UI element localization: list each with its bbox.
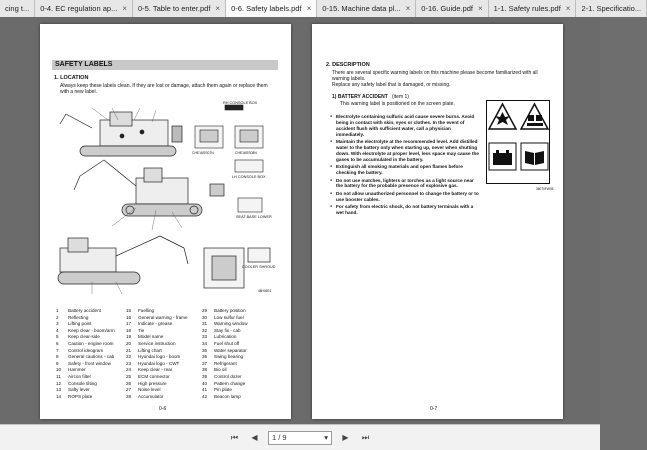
legend-item [56, 387, 126, 394]
legend-item [202, 381, 272, 388]
legend-item [126, 394, 202, 401]
legend-item [126, 341, 202, 348]
legend-item [126, 354, 202, 361]
legend-number: 1 [56, 308, 59, 313]
legend-item [202, 308, 272, 315]
close-tab-icon[interactable]: × [478, 4, 483, 13]
legend-label: Noise level [138, 387, 161, 393]
legend-number: 35 [202, 347, 208, 353]
tab-label: 0-5. Table to enter.pdf [138, 4, 211, 13]
legend-number: 16 [126, 314, 132, 320]
legend-number: 9 [56, 360, 59, 366]
legend-number: 12 [56, 380, 62, 386]
legend-label: Lifting point [68, 321, 92, 327]
legend-column [202, 308, 272, 400]
legend-label: Keep clear - boom/arm [68, 327, 115, 333]
legend-item [202, 334, 272, 341]
legend-number: 19 [126, 334, 132, 340]
legend-label: Water separator [214, 347, 247, 353]
legend-number: 7 [56, 347, 59, 353]
legend-item [202, 348, 272, 355]
document-viewer[interactable] [0, 17, 600, 424]
tab-6[interactable] [489, 0, 577, 17]
bottom-toolbar [0, 424, 600, 450]
legend-item [126, 361, 202, 368]
legend-label: Lifting chart [138, 347, 162, 353]
legend-number: 15 [126, 308, 132, 313]
bullet-item [330, 191, 480, 203]
page-indicator: 1 / 9 [272, 433, 287, 442]
bullet-icon: ● [330, 114, 333, 118]
legend-label: Hammer [68, 367, 86, 373]
tab-label: 0-16. Guide.pdf [421, 4, 473, 13]
legend-label: General warning - frame [138, 314, 188, 320]
legend-number: 4 [56, 327, 59, 333]
legend-number: 10 [56, 367, 62, 373]
bullet-item [330, 114, 480, 138]
legend-number: 29 [202, 308, 208, 313]
close-tab-icon[interactable]: × [215, 4, 221, 13]
legend-label: Battery position [214, 308, 246, 313]
page-number-right: 0-7 [430, 406, 438, 412]
label-code: 36070FW05 [536, 187, 554, 191]
legend-item [202, 321, 272, 328]
legend-number: 26 [126, 380, 132, 386]
legend-item [56, 341, 126, 348]
tab-label: 0-4. EC regulation ap... [40, 4, 118, 13]
legend-label: Safety - front window [68, 360, 111, 366]
tab-bar [0, 0, 642, 17]
legend-item [126, 381, 202, 388]
item-ref: (item 1) [392, 94, 409, 100]
legend-number: 17 [126, 321, 132, 327]
legend-label: Keep clear - rear [138, 367, 173, 373]
bullet-text: Do not allow unauthorized personnel to change the battery or to use booster cables. [336, 190, 479, 202]
legend-label: High pressure [138, 380, 167, 386]
legend-label: ECM connector [138, 373, 170, 379]
legend-item [126, 315, 202, 322]
legend-item [56, 381, 126, 388]
legend-column [56, 308, 126, 400]
bullet-item [330, 204, 480, 216]
legend-item [202, 394, 272, 401]
diagram-code-3: 48H06S1 [258, 289, 272, 293]
legend-number: 22 [126, 354, 132, 360]
bullet-list [330, 114, 480, 218]
item-title: 1) BATTERY ACCIDENT [332, 94, 388, 100]
legend-item [56, 348, 126, 355]
tab-2[interactable] [133, 0, 226, 17]
legend-number: 34 [202, 340, 208, 346]
tab-label: 0-6. Safety labels.pdf [231, 4, 302, 13]
legend-column [126, 308, 202, 400]
legend-label: Pattern change [214, 380, 246, 386]
legend-label: Fuel shut off [214, 340, 240, 346]
section-title: SAFETY LABELS [52, 60, 278, 70]
rh-console-box-label: RH CONSOLE BOX [223, 101, 258, 105]
tab-1[interactable] [35, 0, 133, 17]
legend-item [126, 348, 202, 355]
legend-label: ROPS plate [68, 393, 93, 399]
excavator-rear-drawing [58, 236, 270, 288]
legend-number: 37 [202, 360, 208, 366]
corrosive-warning-icon [519, 101, 550, 132]
legend-number: 11 [56, 373, 61, 379]
pdf-page-left [40, 24, 291, 419]
legend-label: Refrigerant [214, 360, 237, 366]
legend-label: Hyundai logo - CWT [138, 360, 180, 366]
bullet-item [330, 139, 480, 163]
legend-label: Battery accident [68, 308, 101, 313]
legend-number: 38 [202, 367, 208, 373]
cab-views [195, 105, 263, 212]
legend-number: 27 [126, 387, 132, 393]
legend-label: Warning window [214, 321, 248, 327]
close-tab-icon[interactable]: × [122, 4, 127, 13]
read-manual-icon [519, 141, 550, 172]
legend-item [56, 308, 126, 315]
legend-label: Pin plate [214, 387, 232, 393]
bullet-text: Extinguish all smoking materials and open flames before checking the battery. [336, 164, 463, 176]
legend-number: 5 [56, 334, 59, 340]
legend-number: 6 [56, 340, 59, 346]
legend-number: 14 [56, 393, 62, 399]
legend-item [126, 321, 202, 328]
location-text: Always keep these labels clean. If they are lost or damage, attach them again or replace them with a new label. [60, 83, 268, 95]
legend-item [126, 334, 202, 341]
label-location-diagram [52, 98, 280, 303]
cooler-shroud-label: COOLER SHROUD [242, 265, 276, 269]
legend-item [202, 341, 272, 348]
legend-item [126, 328, 202, 335]
legend-number: 3 [56, 321, 59, 327]
tab-5[interactable] [416, 0, 488, 17]
diagram-code-1: CHE16SS07N [192, 151, 214, 155]
chevron-down-icon: ▾ [324, 433, 328, 442]
legend-number: 20 [126, 340, 132, 346]
description-title: 2. DESCRIPTION [326, 62, 370, 68]
legend-item [202, 354, 272, 361]
tab-label: cing t... [5, 4, 30, 13]
legend-number: 23 [126, 360, 132, 366]
legend-label: Aircon filter [68, 373, 91, 379]
excavator-top-drawing [60, 112, 182, 156]
legend-label: Stay fix - cab [214, 327, 241, 333]
legend-number: 25 [126, 373, 132, 379]
legend-label: Control dozer [214, 373, 242, 379]
legend-number: 36 [202, 354, 208, 360]
legend-item [126, 387, 202, 394]
legend-label: Swing bearing [214, 354, 244, 360]
legend-label: Tie [138, 327, 145, 333]
bullet-icon: ● [330, 204, 333, 209]
tab-0[interactable] [0, 0, 35, 17]
tab-label: 1-1. Safety rules.pdf [493, 4, 561, 13]
legend-number: 13 [56, 387, 62, 393]
tab-label: 0-15. Machine data pl... [322, 4, 401, 13]
legend-item [202, 315, 272, 322]
legend-item [56, 367, 126, 374]
legend-number: 41 [202, 387, 208, 393]
legend-item [126, 367, 202, 374]
description-text-1: There are several specific warning labels on this machine please become familiarized with all warning labels. [332, 70, 538, 82]
legend-label: Control ideogram [68, 347, 104, 353]
legend-number: 18 [126, 327, 132, 333]
bullet-item [330, 178, 480, 190]
item-intro: This warning label is positioned on the screen plate. [340, 101, 455, 107]
page-number-left: 0-6 [159, 406, 167, 412]
legend-label: Caution - engine room [68, 340, 114, 346]
legend-item [202, 367, 272, 374]
pdf-page-right [312, 24, 563, 419]
tab-4[interactable] [317, 0, 416, 17]
legend-number: 30 [202, 314, 208, 320]
legend-label: Low sulfur fuel [214, 314, 244, 320]
legend-label: Service instruction [138, 340, 176, 346]
legend-number: 31 [202, 321, 208, 327]
description-text-2: Replace any safety label that is damaged, or missing. [332, 82, 451, 88]
legend-label: Bio oil [214, 367, 227, 373]
close-tab-icon[interactable]: × [405, 4, 411, 13]
bullet-text: For safety from electric shock, do not battery terminals with a wet hand. [336, 204, 474, 216]
bullet-text: Do not use matches, lighters or torches as a light source near the battery for the probable presence of explosive gas. [336, 177, 474, 189]
legend-number: 24 [126, 367, 132, 373]
legend-item [202, 361, 272, 368]
legend-number: 39 [202, 373, 208, 379]
last-page-button[interactable]: ⏭ [361, 432, 370, 442]
legend-item [202, 328, 272, 335]
legend-label: General cautions - cab [68, 354, 115, 360]
legend-number: 32 [202, 327, 208, 333]
legend-label: Safty lever [68, 387, 90, 393]
tab-3[interactable] [226, 0, 317, 17]
excavator-side-drawing [74, 160, 224, 216]
legend-item [56, 354, 126, 361]
close-tab-icon[interactable]: × [306, 4, 312, 13]
legend-item [56, 361, 126, 368]
legend-item [126, 374, 202, 381]
next-page-button[interactable]: ▶ [342, 433, 349, 442]
battery-acid-icon [487, 141, 518, 172]
diagram-code-2: CHE16SS08N [235, 151, 257, 155]
legend-label: Model name [138, 334, 164, 340]
bullet-item [330, 164, 480, 176]
legend-number: 8 [56, 354, 59, 360]
legend-label: Beacon lamp [214, 393, 241, 399]
legend-label: Hyundai logo - boom [138, 354, 181, 360]
close-tab-icon[interactable]: × [565, 4, 571, 13]
legend-item [202, 387, 272, 394]
location-title: 1. LOCATION [54, 75, 89, 81]
legend-number: 42 [202, 393, 208, 399]
page-selector[interactable] [268, 431, 332, 445]
explosion-warning-icon [487, 101, 518, 132]
bullet-icon: ● [330, 190, 333, 195]
legend-number: 33 [202, 334, 208, 340]
legend-number: 21 [126, 347, 132, 353]
legend-label: Lubrication [214, 334, 237, 340]
first-page-button[interactable]: ⏮ [230, 432, 239, 442]
bullet-icon: ● [330, 177, 333, 182]
legend-label: Indicate - grease [138, 321, 173, 327]
lh-console-box-label: LH CONSOLE BOX [232, 175, 266, 179]
legend-item [56, 374, 126, 381]
legend-number: 2 [56, 314, 59, 320]
label-legend [56, 308, 278, 400]
legend-label: Fuelling [138, 308, 155, 313]
legend-label: Keep clear-side [68, 334, 100, 340]
bullet-text: Electrolyte containing sulfuric acid cause severe burns. Avoid being in contact with skin, eyes or clothes. In the event of accident flush with sufficient water, call a physician immediately. [336, 114, 475, 137]
seat-base-lower-label: SEAT BASE LOWER [236, 215, 272, 219]
legend-item [56, 394, 126, 401]
bullet-text: Maintain the electrolyte at the recommended level. Add distilled water to the battery only when starting up, never when shutting down. With electrolyte at proper level, less space may cause the gases to be accumulated in the battery. [336, 139, 479, 162]
tab-7[interactable] [576, 0, 647, 17]
legend-label: Console tilting [68, 380, 97, 386]
legend-number: 40 [202, 380, 208, 386]
legend-item [202, 374, 272, 381]
legend-item [56, 328, 126, 335]
previous-page-button[interactable]: ◀ [251, 433, 258, 442]
legend-label: Accumulator [138, 393, 164, 399]
tab-label: 2-1. Specificatio... [581, 4, 642, 13]
legend-item [56, 321, 126, 328]
legend-number: 28 [126, 393, 132, 399]
legend-label: Reflecting [68, 314, 89, 320]
battery-warning-label [486, 100, 550, 184]
bullet-icon: ● [330, 139, 333, 144]
legend-item [126, 308, 202, 315]
bullet-icon: ● [330, 164, 333, 169]
legend-item [56, 334, 126, 341]
legend-item [56, 315, 126, 322]
